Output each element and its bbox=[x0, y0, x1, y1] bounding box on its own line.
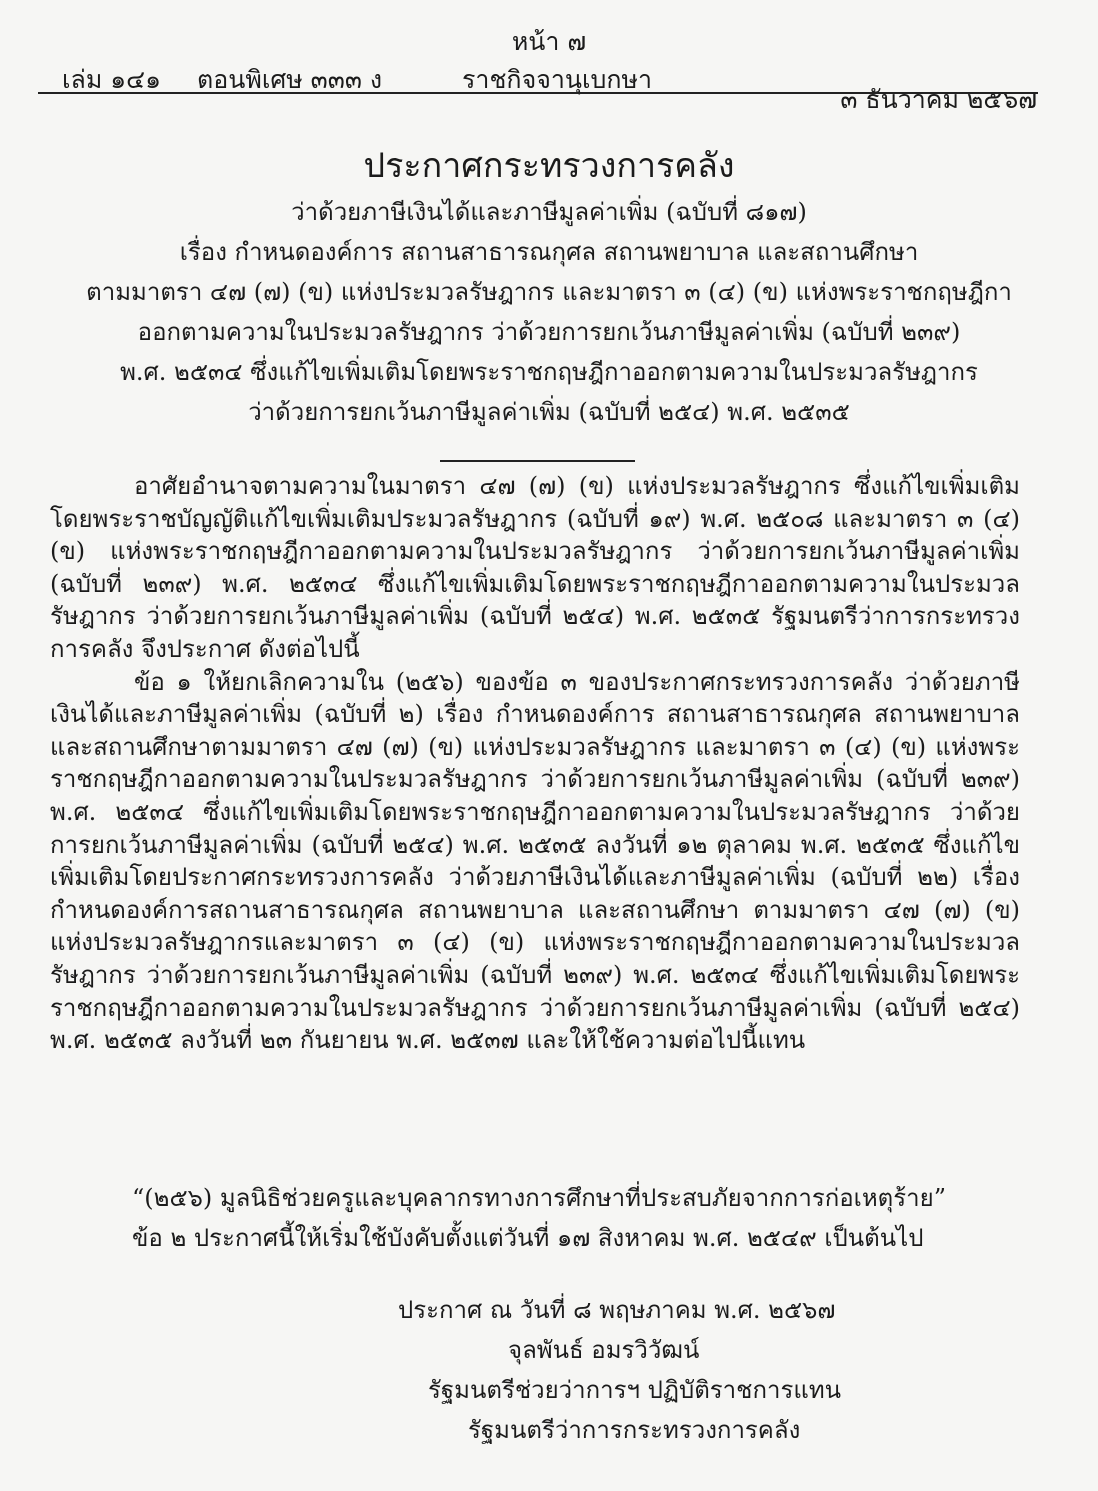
signatory-position: รัฐมนตรีช่วยว่าการฯ ปฏิบัติราชการแทน bbox=[428, 1376, 842, 1404]
header-divider bbox=[38, 92, 1038, 94]
subtitle-line: ออกตามความในประมวลรัษฎากร ว่าด้วยการยกเว้นภาษีมูลค่าเพิ่ม (ฉบับที่ ๒๓๙) bbox=[137, 318, 961, 346]
clause-2-paragraph: ข้อ ๒ ประกาศนี้ให้เริ่มใช้บังคับตั้งแต่วันที่ ๑๗ สิงหาคม พ.ศ. ๒๕๔๙ เป็นต้นไป bbox=[132, 1224, 924, 1252]
gazette-name: ราชกิจจานุเบกษา bbox=[462, 65, 653, 94]
issued-date: ประกาศ ณ วันที่ ๘ พฤษภาคม พ.ศ. ๒๕๖๗ bbox=[398, 1296, 836, 1324]
subtitle-line: ว่าด้วยภาษีเงินได้และภาษีมูลค่าเพิ่ม (ฉบับที่ ๘๑๗) bbox=[291, 198, 807, 226]
subtitle-line: พ.ศ. ๒๕๓๔ ซึ่งแก้ไขเพิ่มเติมโดยพระราชกฤษฎีกาออกตามความในประมวลรัษฎากร bbox=[120, 358, 978, 386]
volume-number: เล่ม ๑๔๑ bbox=[62, 65, 161, 94]
announcement-title: ประกาศกระทรวงการคลัง bbox=[363, 146, 735, 186]
subtitle-line: เรื่อง กำหนดองค์การ สถานสาธารณกุศล สถานพยาบาล และสถานศึกษา bbox=[179, 238, 919, 266]
clause-1-paragraph: ข้อ ๑ ให้ยกเลิกความใน (๒๕๖) ของข้อ ๓ ของประกาศกระทรวงการคลัง ว่าด้วยภาษีเงินได้และภาษีมูลค่าเพิ่ม (ฉบับที่ ๒) เรื่อง กำหนดองค์การ สถานสาธารณกุศล สถานพยาบาล และสถานศึกษาตามมาตรา ๔๗ (๗) (ข) แห่งประมวลรัษฎากร และมาตรา ๓ (๔) (ข) แห่งพระราชกฤษฎีกาออกตามความในประมวลรัษฎากร ว่าด้วยการยกเว้นภาษีมูลค่าเพิ่ม (ฉบับที่ ๒๓๙) พ.ศ. ๒๕๓๔ ซึ่งแก้ไขเพิ่มเติมโดยพระราชกฤษฎีกาออกตามความในประมวลรัษฎากร ว่าด้วยการยกเว้นภาษีมูลค่าเพิ่ม (ฉบับที่ ๒๕๔) พ.ศ. ๒๕๓๕ ลงวันที่ ๑๒ ตุลาคม พ.ศ. ๒๕๓๕ ซึ่งแก้ไขเพิ่มเติมโดยประกาศกระทรวงการคลัง ว่าด้วยภาษีเงินได้และภาษีมูลค่าเพิ่ม (ฉบับที่ ๒๒) เรื่อง กำหนดองค์การสถานสาธารณกุศล สถานพยาบาล และสถานศึกษา ตามมาตรา ๔๗ (๗) (ข) แห่งประมวลรัษฎากรและมาตรา ๓ (๔) (ข) แห่งพระราชกฤษฎีกาออกตามความในประมวลรัษฎากร ว่าด้วยการยกเว้นภาษีมูลค่าเพิ่ม (ฉบับที่ ๒๓๙) พ.ศ. ๒๕๓๔ ซึ่งแก้ไขเพิ่มเติมโดยพระราชกฤษฎีกาออกตามความในประมวลรัษฎากร ว่าด้วยการยกเว้นภาษีมูลค่าเพิ่ม (ฉบับที่ ๒๕๔) พ.ศ. ๒๕๓๕ ลงวันที่ ๒๓ กันยายน พ.ศ. ๒๕๓๗ และให้ใช้ความต่อไปนี้แทน bbox=[50, 667, 1020, 1055]
title-divider bbox=[440, 460, 635, 462]
subtitle-line: ว่าด้วยการยกเว้นภาษีมูลค่าเพิ่ม (ฉบับที่ ๒๕๔) พ.ศ. ๒๕๓๕ bbox=[248, 398, 850, 426]
subtitle-line: ตามมาตรา ๔๗ (๗) (ข) แห่งประมวลรัษฎากร และมาตรา ๓ (๔) (ข) แห่งพระราชกฤษฎีกา bbox=[86, 278, 1012, 306]
special-issue: ตอนพิเศษ ๓๓๓ ง bbox=[197, 65, 383, 94]
signatory-name: จุลพันธ์ อมรวิวัฒน์ bbox=[508, 1336, 700, 1364]
signatory-on-behalf: รัฐมนตรีว่าการกระทรวงการคลัง bbox=[468, 1416, 801, 1444]
preamble-paragraph: อาศัยอำนาจตามความในมาตรา ๔๗ (๗) (ข) แห่งประมวลรัษฎากร ซึ่งแก้ไขเพิ่มเติมโดยพระราชบัญญัติแก้ไขเพิ่มเติมประมวลรัษฎากร (ฉบับที่ ๑๙) พ.ศ. ๒๕๐๘ และมาตรา ๓ (๔) (ข) แห่งพระราชกฤษฎีกาออกตามความในประมวลรัษฎากร ว่าด้วยการยกเว้นภาษีมูลค่าเพิ่ม (ฉบับที่ ๒๓๙) พ.ศ. ๒๕๓๔ ซึ่งแก้ไขเพิ่มเติมโดยพระราชกฤษฎีกาออกตามความในประมวลรัษฎากร ว่าด้วยการยกเว้นภาษีมูลค่าเพิ่ม (ฉบับที่ ๒๕๔) พ.ศ. ๒๕๓๕ รัฐมนตรีว่าการกระทรวงการคลัง จึงประกาศ ดังต่อไปนี้ bbox=[50, 472, 1020, 663]
announcement-body bbox=[50, 470, 1020, 1057]
issue-date: ๓ ธันวาคม ๒๕๖๗ bbox=[840, 85, 1037, 114]
gazette-header bbox=[62, 60, 1037, 114]
amended-text-quote: “(๒๕๖) มูลนิธิช่วยครูและบุคลากรทางการศึกษาที่ประสบภัยจากการก่อเหตุร้าย” bbox=[132, 1184, 946, 1212]
page-number: หน้า ๗ bbox=[511, 27, 587, 56]
